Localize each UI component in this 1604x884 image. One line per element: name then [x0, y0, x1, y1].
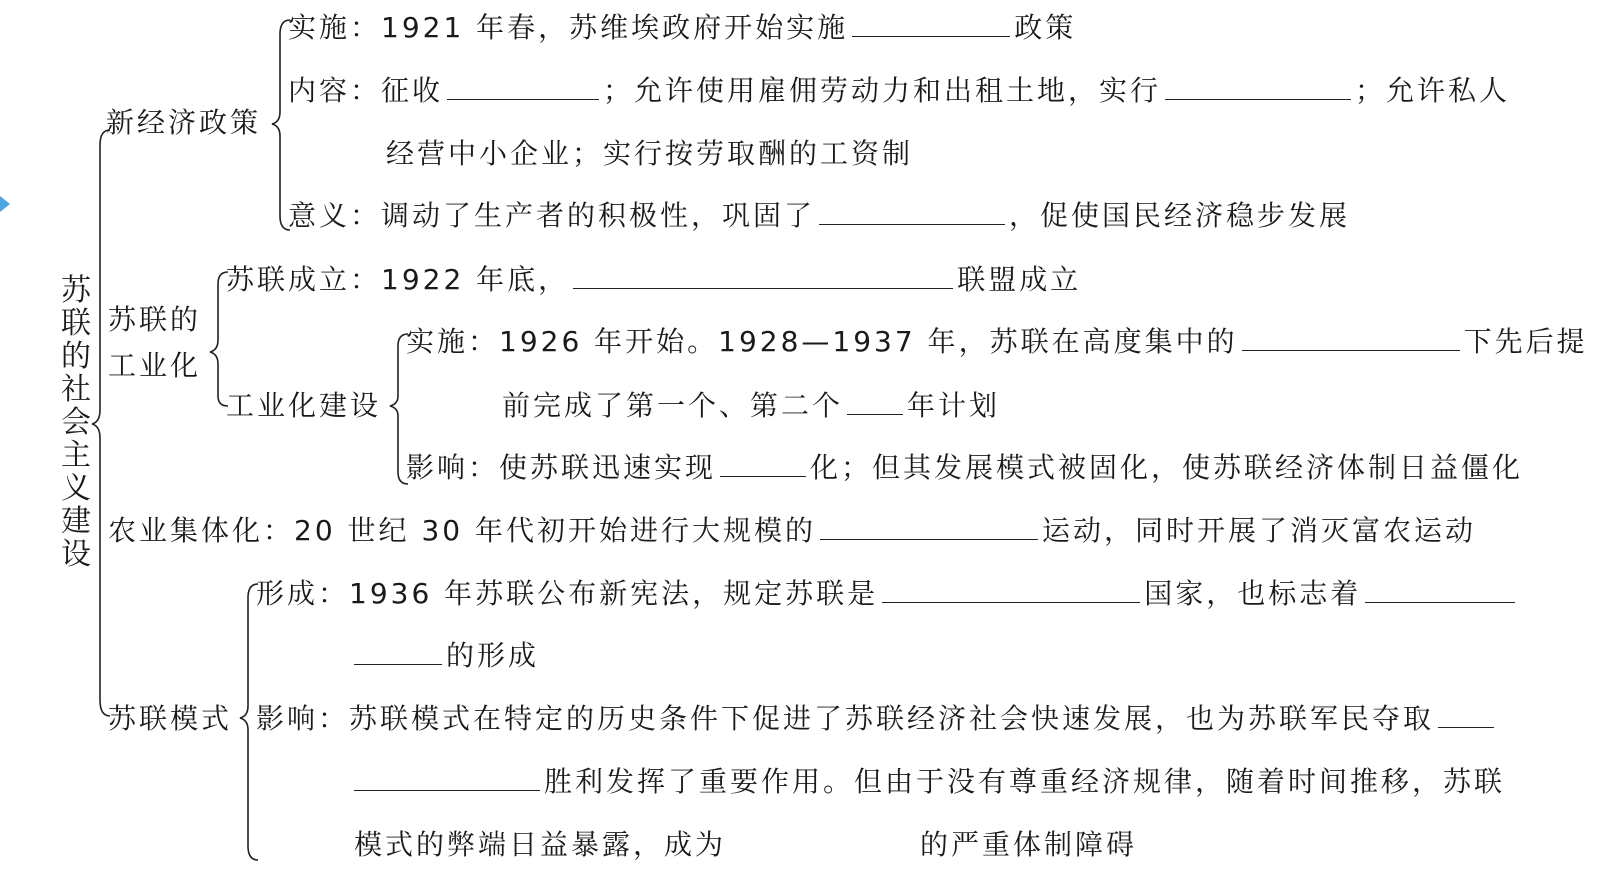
- model-influence-text-d: 的严重体制障碍: [920, 828, 1138, 861]
- answer-blank[interactable]: [1365, 574, 1515, 603]
- nep-meaning-text-a: 调动了生产者的积极性，巩固了: [381, 199, 816, 232]
- nep-content-text-c: ；允许私人: [1355, 74, 1511, 107]
- model-label: 苏联模式: [108, 702, 233, 735]
- model-influence-row-3: [354, 825, 1137, 865]
- answer-blank[interactable]: [354, 762, 540, 791]
- industrial-influence-text-b: 化；但其发展模式被固化，使苏联经济体制日益僵化: [810, 451, 1524, 484]
- answer-blank[interactable]: [819, 196, 1005, 225]
- industrial-impl-text-d: 年计划: [907, 389, 1001, 422]
- model-influence-row-2: [354, 762, 1505, 802]
- industrial-label-line1: 苏联的: [108, 303, 202, 336]
- industrial-influence-label: 影响：: [406, 451, 500, 484]
- answer-blank[interactable]: [820, 511, 1038, 540]
- model-influence-text-b: 胜利发挥了重要作用。但由于没有尊重经济规律，随着时间推移，苏联: [544, 765, 1506, 798]
- industrial-influence-row: [406, 448, 1523, 488]
- nep-label: 新经济政策: [106, 106, 262, 139]
- industrial-impl-text-a: 1926 年开始。1928—1937 年，苏联在高度集中的: [499, 325, 1238, 358]
- nep-content-text-a: 征收: [381, 74, 444, 107]
- nep-meaning-text-b: ，促使国民经济稳步发展: [1009, 199, 1351, 232]
- industrial-impl-text-b: 下先后提: [1463, 325, 1588, 358]
- industrial-impl-row-2: [502, 386, 1000, 426]
- model-influence-text-a: 苏联模式在特定的历史条件下促进了苏联经济社会快速发展，也为苏联军民夺取: [349, 702, 1435, 735]
- model-formation-row-2: [354, 636, 539, 676]
- model-influence-row: [256, 699, 1498, 739]
- diagram-title: 苏联的社会主义建设: [61, 273, 91, 572]
- industrial-impl-row: [406, 322, 1588, 362]
- nep-content-text-b: ；允许使用雇佣劳动力和出租土地，实行: [603, 74, 1162, 107]
- answer-blank[interactable]: [720, 448, 806, 477]
- nep-impl-text-a: 1921 年春，苏维埃政府开始实施: [381, 11, 849, 44]
- answer-blank[interactable]: [730, 825, 916, 854]
- nep-meaning-row: [288, 196, 1350, 236]
- founding-label: 苏联成立：: [226, 263, 382, 296]
- model-influence-label: 影响：: [256, 702, 350, 735]
- formation-label: 形成：: [256, 577, 350, 610]
- answer-blank[interactable]: [1438, 699, 1494, 728]
- agri-label: 农业集体化：: [108, 514, 295, 547]
- model-formation-row: [256, 574, 1519, 614]
- industrial-influence-text-a: 使苏联迅速实现: [499, 451, 717, 484]
- formation-text-b: 国家，也标志着: [1144, 577, 1362, 610]
- nep-implementation-row: [288, 8, 1076, 48]
- nep-meaning-label: 意义：: [288, 199, 382, 232]
- arrow-marker-icon: [0, 196, 10, 212]
- founding-text-a: 1922 年底，: [381, 263, 570, 296]
- nep-content-label: 内容：: [288, 74, 382, 107]
- agri-text-a: 20 世纪 30 年代初开始进行大规模的: [294, 514, 816, 547]
- answer-blank[interactable]: [852, 8, 1010, 37]
- industrial-impl-label: 实施：: [406, 325, 500, 358]
- answer-blank[interactable]: [573, 260, 953, 289]
- answer-blank[interactable]: [447, 71, 599, 100]
- agri-text-b: 运动，同时开展了消灭富农运动: [1041, 514, 1476, 547]
- agri-row: [108, 511, 1476, 551]
- formation-text-a: 1936 年苏联公布新宪法，规定苏联是: [349, 577, 879, 610]
- model-influence-text-c: 模式的弊端日益暴露，成为: [354, 828, 727, 861]
- industrial-label-line2: 工业化: [108, 349, 202, 382]
- answer-blank[interactable]: [354, 636, 442, 665]
- nep-impl-text-b: 政策: [1014, 11, 1077, 44]
- answer-blank[interactable]: [882, 574, 1140, 603]
- nep-content-row-2: 经营中小企业；实行按劳取酬的工资制: [386, 137, 914, 170]
- ussr-founding-row: [226, 260, 1081, 300]
- construction-label: 工业化建设: [226, 389, 382, 422]
- nep-content-row: [288, 71, 1510, 111]
- industrial-impl-text-c: 前完成了第一个、第二个: [502, 389, 844, 422]
- answer-blank[interactable]: [847, 386, 903, 415]
- formation-text-c: 的形成: [446, 639, 540, 672]
- founding-text-b: 联盟成立: [957, 263, 1082, 296]
- nep-impl-label: 实施：: [288, 11, 382, 44]
- answer-blank[interactable]: [1165, 71, 1351, 100]
- answer-blank[interactable]: [1242, 322, 1460, 351]
